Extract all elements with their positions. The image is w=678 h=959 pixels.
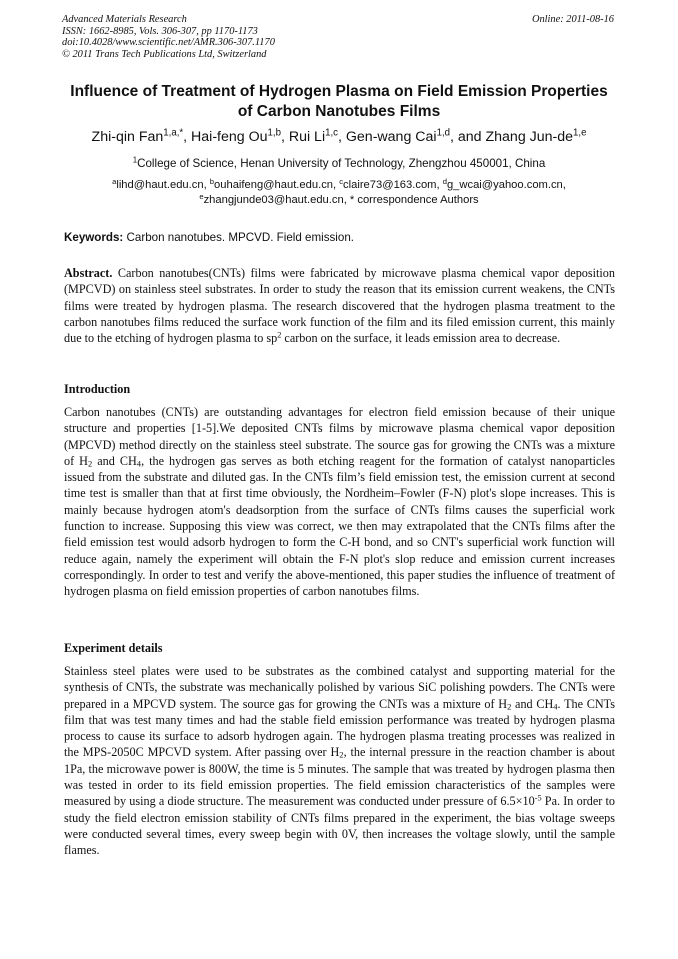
- title-line-1: Influence of Treatment of Hydrogen Plasma on Field Emission Properties: [70, 83, 608, 100]
- paragraph-text: Pa. In order to study the field electron emission stability of CNTs films prepared in the experiment, the bias voltage sweeps were conducted several times, every sweep begin with 0V, then increases the voltage slowly, until the sample flames.: [64, 794, 615, 858]
- email-line-2: $^e$zhangjunde03@haut.edu.cn, * correspondence Authors: [199, 191, 479, 206]
- author-name: Zhang Jun-de: [485, 129, 574, 145]
- copyright-line: © 2011 Trans Tech Publications Ltd, Switzerland: [62, 48, 267, 60]
- journal-meta: [62, 14, 275, 60]
- keywords-label: Keywords:: [64, 231, 124, 244]
- keywords-text: Carbon nanotubes. MPCVD. Field emission.: [126, 231, 354, 244]
- abstract-label: Abstract.: [64, 266, 113, 280]
- author-name: Rui Li: [288, 129, 326, 145]
- author-separator: ,: [280, 129, 289, 145]
- affiliation: [30, 156, 648, 171]
- paragraph-text: and CH: [92, 453, 137, 468]
- email-block: [30, 178, 648, 208]
- email-link[interactable]: zhangjunde03@haut.edu.cn, * correspondence Authors: [203, 194, 479, 206]
- author-list: [30, 128, 648, 146]
- abstract-text: Carbon nanotubes(CNTs) films were fabricated by microwave plasma chemical vapor deposition (MPCVD) on stainless steel substrates. In order to study the reason that its emission current weakens, the CNTs films were treated by hydrogen plasma. The research discovered that the hydrogen plasma treatment to the carbon nanotubes films reduced the surface work function of the film and its filed emission current, this mainly due to the etching of hydrogen plasma to sp: [64, 266, 615, 346]
- affiliation-text: College of Science, Henan University of Technology, Zhengzhou 450001, China: [137, 157, 546, 170]
- journal-name: Advanced Materials Research: [62, 14, 187, 25]
- doi-line: doi:10.4028/www.scientific.net/AMR.306-307.1170: [62, 37, 275, 49]
- experiment-paragraph: [64, 663, 615, 859]
- subscript: 2: [339, 750, 344, 761]
- section-heading-experiment: Experiment details: [64, 641, 163, 655]
- author-affil-mark: 1,e: [573, 127, 587, 139]
- author-separator: ,: [183, 129, 192, 145]
- author-affil-mark: 1,c: [325, 127, 338, 139]
- author-affil-mark: 1,d: [436, 127, 450, 139]
- paragraph-text: . The CNTs film that was test many times and had the stable field emission performance was treated by hydrogen plasma process to cause its surface to adsorb hydrogen again. The hydrogen plasma treating processes was realized in the MPS-2050C MPCVD system. After passing over H: [64, 696, 615, 760]
- email-line-1: $^a$lihd@haut.edu.cn, $^b$ouhaifeng@haut.edu.cn, $^c$claire73@163.com, $^d$g_wcai@yahoo.com.cn,: [112, 176, 566, 191]
- subscript: 4: [553, 701, 558, 712]
- affiliation-mark: 1: [132, 155, 138, 165]
- email-link[interactable]: lihd@haut.edu.cn,: [116, 179, 207, 191]
- paragraph-text: and CH: [511, 696, 554, 711]
- superscript: 2: [277, 330, 282, 340]
- section-heading-introduction: Introduction: [64, 382, 131, 396]
- issn-line: ISSN: 1662-8985, Vols. 306-307, pp 1170-1173: [62, 25, 258, 37]
- introduction-paragraph: [64, 404, 615, 600]
- subscript: 4: [136, 458, 142, 469]
- author-name: Hai-feng Ou: [191, 129, 268, 145]
- paragraph-text: , the hydrogen gas serves as both etching reagent for the formation of catalyst nanoparticles issued from the substrate and diluted gas. In the CNTs film’s field emission test, the emission current at second time test is smaller than that at first time obviously, the Nordheim–Fowler (F-N) plot's slope increases. This is mainly because hydrogen atom's deadsorption from the surface of CNTs films causes the superficial work function to increase. Supposing this view was correct, we then may extrapolated that the CNTs films after the field emission test would adsorb hydrogen to form the C-H bond, and so CNT's superficial work function will reduce again, namely the experiment will obtain the F-N plot's slop reduce and emission current increases correspondingly. In order to test and verify the above-mentioned, this paper studies the influence of treatment of hydrogen plasma on field emission properties of carbon nanotubes films.: [64, 453, 615, 599]
- subscript: 2: [507, 701, 512, 712]
- abstract-text-end: carbon on the surface, it leads emission area to decrease.: [281, 331, 561, 346]
- author-name: Zhi-qin Fan: [91, 129, 164, 145]
- abstract: [64, 265, 615, 346]
- email-link[interactable]: ouhaifeng@haut.edu.cn,: [214, 179, 337, 191]
- paragraph-text: , the internal pressure in the reaction chamber is about 1Pa, the microwave power is 800W, the time is 5 minutes. The sample that was treated by hydrogen plasma then was tested in order to its field emission properties. The field emission characteristics of the samples were measured by using a diode structure. The measurement was conducted under pressure of 6.5×10: [64, 745, 615, 809]
- paragraph-text: Stainless steel plates were used to be substrates as the combined catalyst and supporting material for the synthesis of CNTs, the substrate was mechanically polished by various SiC polishing powders. The CNTs were prepared in a MPCVD system. The source gas for growing the CNTs was a mixture of H: [64, 664, 615, 711]
- author-name: Gen-wang Cai: [345, 129, 437, 145]
- author-separator: ,: [337, 129, 346, 145]
- paper-title: [40, 82, 638, 122]
- keywords: [64, 230, 624, 245]
- author-affil-mark: 1,a,*: [163, 127, 184, 139]
- online-date: Online: 2011-08-16: [531, 14, 614, 25]
- author-separator: , and: [449, 129, 486, 145]
- email-link[interactable]: claire73@163.com,: [343, 179, 440, 191]
- paragraph-text: Carbon nanotubes (CNTs) are outstanding advantages for electron field emission because of their unique structure and properties [1-5].We deposited CNTs films by microwave plasma chemical vapor deposition (MPCVD) method directly on the stainless steel substrate. The source gas for growing the CNTs was a mixture of H: [64, 405, 615, 468]
- author-affil-mark: 1,b: [267, 127, 281, 139]
- title-line-2: of Carbon Nanotubes Films: [237, 103, 441, 120]
- email-link[interactable]: g_wcai@yahoo.com.cn,: [446, 179, 566, 191]
- subscript: 2: [87, 458, 93, 469]
- superscript: -5: [534, 793, 542, 803]
